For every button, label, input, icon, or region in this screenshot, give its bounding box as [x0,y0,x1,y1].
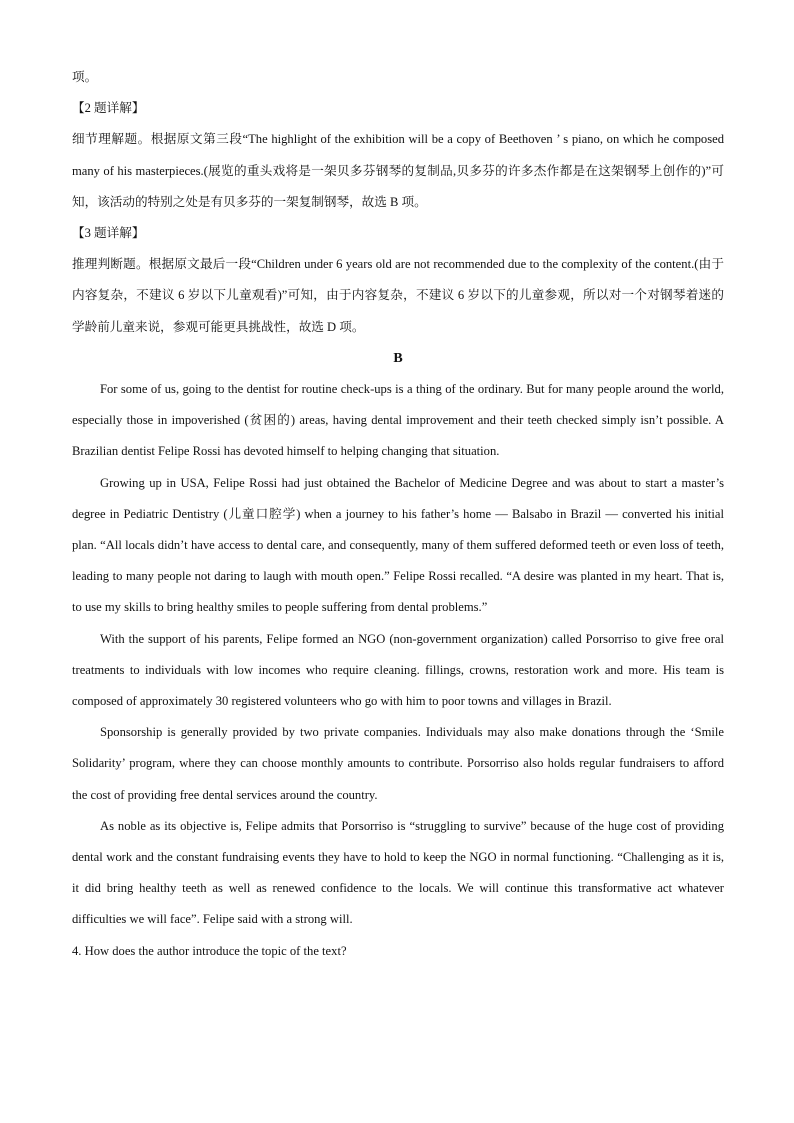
q3-explanation: 推理判断题。根据原文最后一段“Children under 6 years old are not recommended due to the complexity of the content.(由于内容复杂，不建议 6 岁以下儿童观看)”可知，由于内容复杂，不建议 6 岁以下的儿童参观，所以对一个对钢琴着迷的学龄前儿童来说，参观可能更具挑战性，故选 D 项。 [72,257,724,334]
passage-paragraph-1: For some of us, going to the dentist for routine check-ups is a thing of the ordinary. But for many people around the world, especially those in impoverished (贫困的) areas, having dental improvement and their teeth checked simply isn’t possible. A Brazilian dentist Felipe Rossi has devoted himself to helping changing that situation. [72,382,724,459]
section-b-title: B [393,350,403,366]
document-page [72,62,724,967]
q2-heading: 【2 题详解】 [72,101,145,116]
previous-answer-fragment: 项。 [72,70,98,84]
passage-paragraph-5: As noble as its objective is, Felipe admits that Porsorriso is “struggling to survive” because of the huge cost of providing dental work and the constant fundraising events they have to hold to keep the NGO in normal functioning. “Challenging as it is, it did bring healthy teeth as well as renewed confidence to the locals. We will continue this transformative act whatever difficulties we will face”. Felipe said with a strong will. [72,818,724,927]
q2-explanation: 细节理解题。根据原文第三段“The highlight of the exhibition will be a copy of Beethoven ’ s piano, on which he composed many of his masterpieces.(展览的重头戏将是一架贝多芬钢琴的复制品,贝多芬的许多杰作都是在这架钢琴上创作的)”可知，该活动的特别之处是有贝多芬的一架复制钢琴，故选 B 项。 [72,132,724,209]
passage-paragraph-2: Growing up in USA, Felipe Rossi had just obtained the Bachelor of Medicine Degree and was about to start a master’s degree in Pediatric Dentistry (儿童口腔学) when a journey to his father’s home — Balsabo in Brazil — converted his initial plan. “All locals didn’t have access to dental care, and consequently, many of them suffered deformed teeth or even loss of teeth, leading to many people not daring to laugh with mouth open.” Felipe Rossi recalled. “A desire was planted in my heart. That is, to use my skills to bring healthy smiles to people suffering from dental problems.” [72,475,724,615]
passage-paragraph-4: Sponsorship is generally provided by two private companies. Individuals may also make donations through the ‘Smile Solidarity’ program, where they can choose monthly amounts to contribute. Porsorriso also holds regular fundraisers to afford the cost of providing free dental services around the country. [72,725,724,802]
question-4: 4. How does the author introduce the topic of the text? [72,943,347,958]
q3-heading: 【3 题详解】 [72,226,145,241]
passage-paragraph-3: With the support of his parents, Felipe formed an NGO (non-government organization) called Porsorriso to give free oral treatments to individuals with low incomes who require cleaning. fillings, crowns, restoration work and more. His team is composed of approximately 30 registered volunteers who go with him to poor towns and villages in Brazil. [72,631,724,709]
